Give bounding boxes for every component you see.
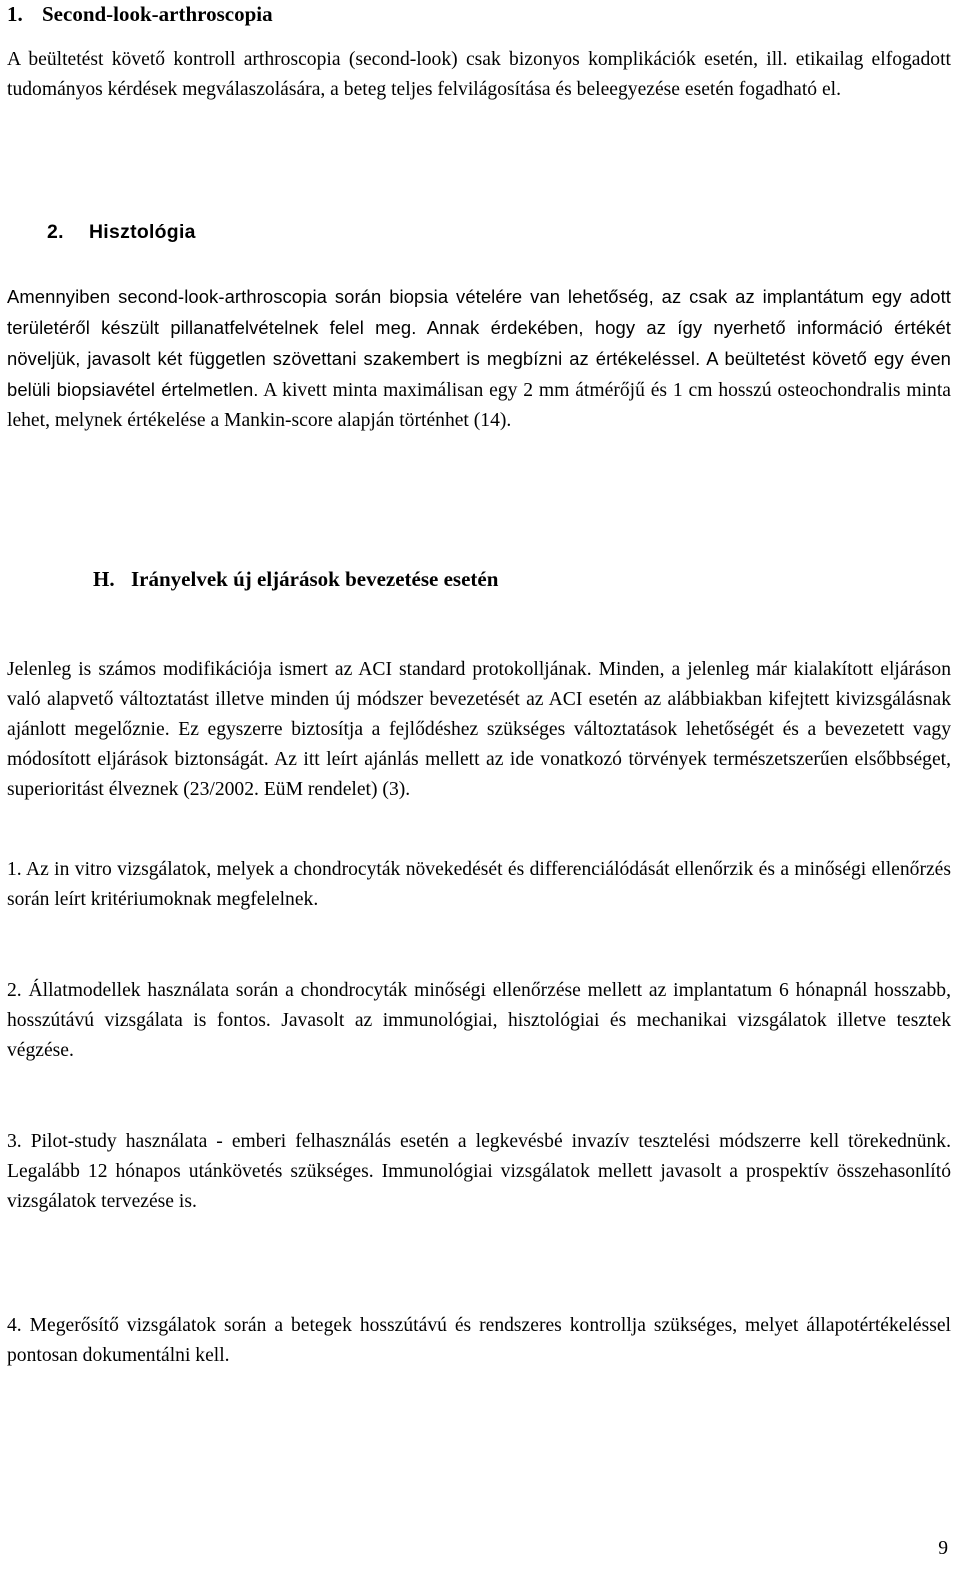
- list-item: 3. Pilot-study használata - emberi felhasználás esetén a legkevésbé invazív tesztelési módszerre kell törekednünk. Legalább 12 hónapos utánkövetés szükséges. Immunológiai vizsgálatok mellett javasolt a prospektív összehasonlító vizsgálatok tervezése is.: [7, 1131, 951, 1212]
- page-number: 9: [938, 1538, 948, 1559]
- section-heading-hisztologia: [47, 217, 196, 247]
- paragraph-second-look: A beültetést követő kontroll arthroscopia (second-look) csak bizonyos komplikációk esetén, ill. etikailag elfogadott tudományos kérdések megválaszolására, a beteg teljes felvilágosítása és beleegyezése esetén fogadható el.: [7, 49, 951, 100]
- section-title: Second-look-arthroscopia: [42, 2, 273, 26]
- section-number: H.: [93, 567, 115, 591]
- paragraph-hisztologia-sans: Amennyiben second-look-arthroscopia során biopsia vételére van lehetőség, az csak az implantátum egy adott területéről készült pillanatfelvételnek felel meg. Annak érdekében, hogy az így nyerhető információ értékét növeljük, javasolt két független szövettani szakembert is megbízni az értékeléssel. A beültetést követő egy éven belüli biopsiavétel értelmetlen.: [7, 286, 951, 400]
- paragraph-iranyelvek-intro: Jelenleg is számos modifikációja ismert az ACI standard protokolljának. Minden, a jelenleg már kialakított eljáráson való alapvető változtatást illetve minden új módszer bevezetését az ACI esetén az alábbiakban kifejtett kivizsgálásnak ajánlott megelőznie. Ez egyszerre biztosítja a fejlődéshez szükséges változtatások lehetőségét és a bevezetett vagy módosított eljárások biztonságát. Az itt leírt ajánlás mellett az ide vonatkozó törvények természetszerűen elsőbbséget, superioritást élveznek (23/2002. EüM rendelet) (3).: [7, 659, 951, 800]
- section-number: 2.: [47, 221, 64, 243]
- section-title: Irányelvek új eljárások bevezetése esetén: [131, 567, 499, 591]
- section-title: Hisztológia: [89, 221, 196, 243]
- paragraph-hisztologia: [7, 282, 951, 436]
- list-item: 4. Megerősítő vizsgálatok során a betegek hosszútávú és rendszeres kontrollja szükséges, melyet állapotértékeléssel pontosan dokumentálni kell.: [7, 1315, 951, 1366]
- section-heading-iranyelvek: [93, 564, 498, 594]
- section-number: 1.: [7, 2, 23, 26]
- list-item: 2. Állatmodellek használata során a chondrocyták minőségi ellenőrzése mellett az implantatum 6 hónapnál hosszabb, hosszútávú vizsgálata is fontos. Javasolt az immunológiai, hisztológiai és mechanikai vizsgálatok illetve tesztek végzése.: [7, 980, 951, 1061]
- section-heading-second-look: [7, 0, 273, 29]
- list-item: 1. Az in vitro vizsgálatok, melyek a chondrocyták növekedését és differenciálódását ellenőrzik és a minőségi ellenőrzés során leírt kritériumoknak megfelelnek.: [7, 859, 951, 910]
- paragraph-hisztologia-serif: A kivett minta maximálisan egy 2 mm átmérőjű és 1 cm hosszú osteochondralis minta lehet, melynek értékelése a Mankin-score alapján történhet (14).: [7, 380, 951, 431]
